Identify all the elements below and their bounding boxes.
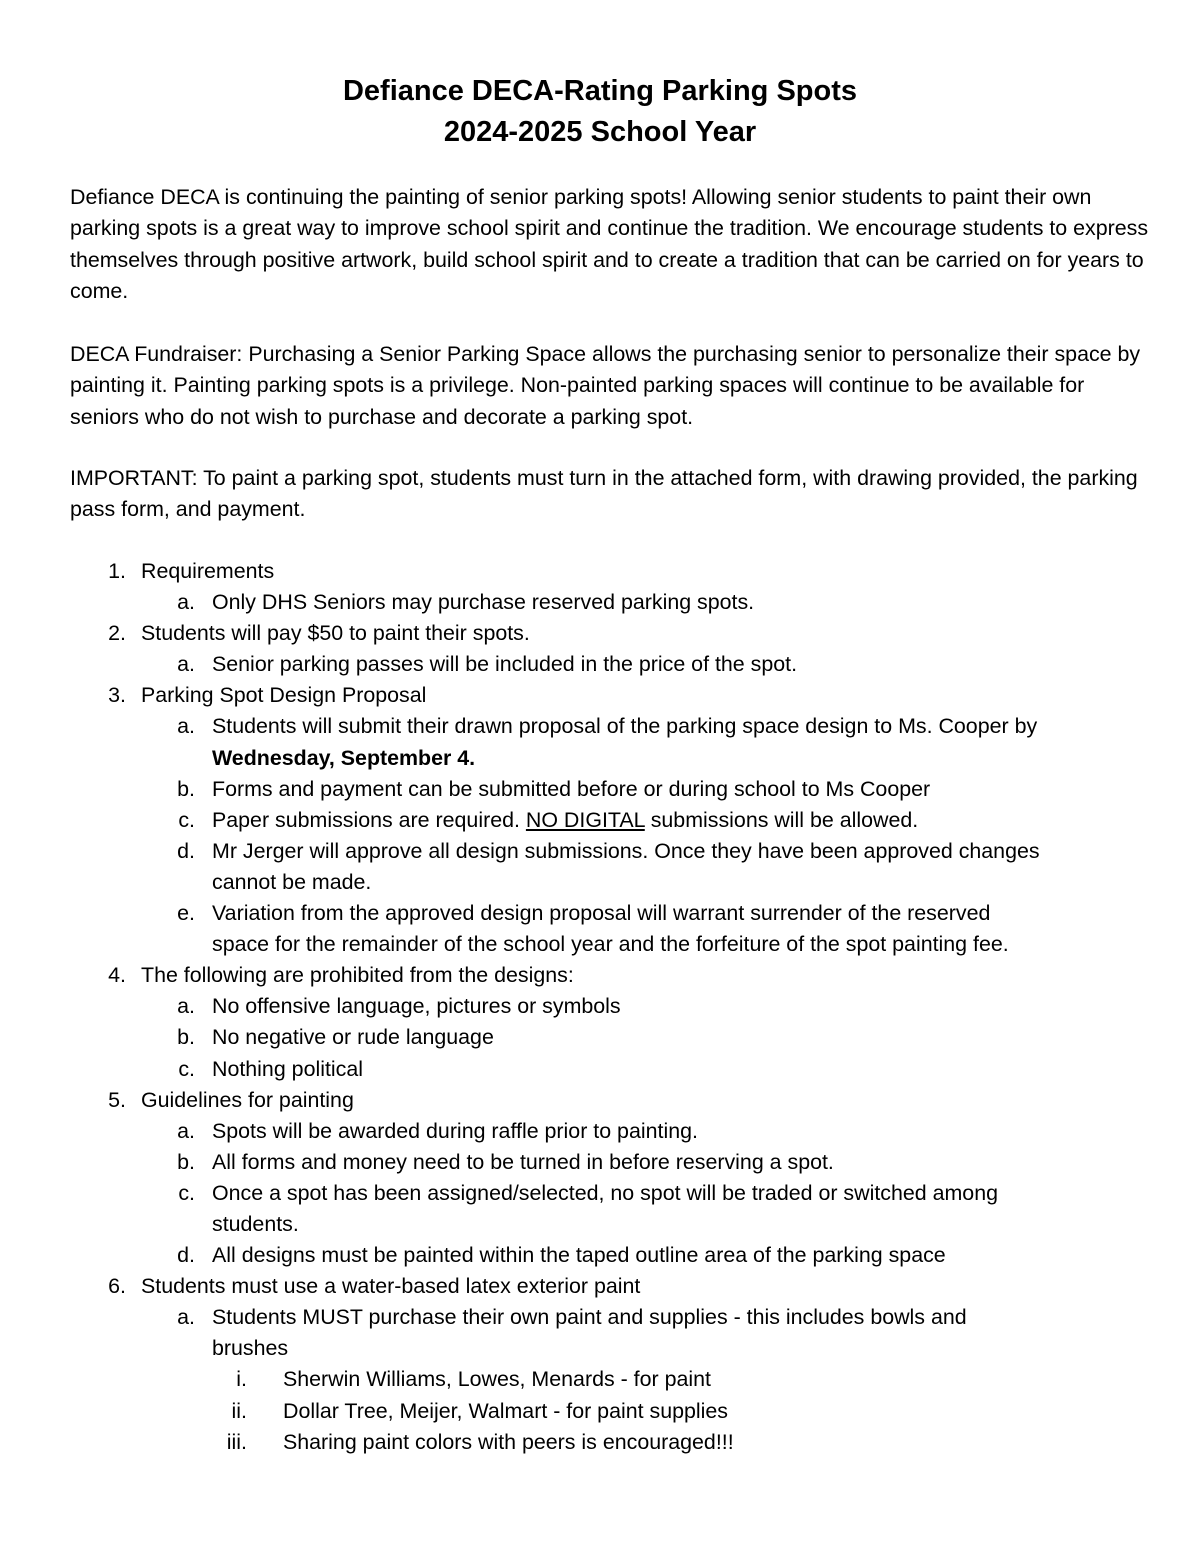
- sub-list-letter: a.: [177, 1118, 195, 1143]
- list-text: Requirements: [141, 559, 275, 583]
- sub-list-item: [0, 1116, 1200, 1147]
- sub-list-continuation: [0, 867, 1200, 898]
- sub-list-item: [0, 1022, 1200, 1053]
- sub-list-text: [212, 805, 918, 836]
- list-number: 3.: [108, 683, 126, 708]
- intro-paragraph: Defiance DECA is continuing the painting of senior parking spots! Allowing senior students to paint their own parking spots is a great way to improve school spirit and continue the tradition. We encourage students to express themselves through positive artwork, build school spirit and to create a tradition that can be carried on for years to come.: [70, 185, 1149, 304]
- fundraiser-paragraph: DECA Fundraiser: Purchasing a Senior Parking Space allows the purchasing senior to personalize their space by painting it. Painting parking spots is a privilege. Non-painted parking spaces will continue to be available for seniors who do not wish to purchase and decorate a parking spot.: [70, 342, 1141, 429]
- list-item: [0, 1271, 1200, 1302]
- sub-list-text: No offensive language, pictures or symbols: [212, 994, 621, 1019]
- roman-numeral: ii.: [231, 1398, 247, 1423]
- sub-list-item: [0, 898, 1200, 929]
- sub-list-letter: d.: [177, 838, 195, 863]
- sub-list-text: Senior parking passes will be included in the price of the spot.: [212, 652, 798, 677]
- sub-list-item: [0, 1054, 1200, 1085]
- sub-list-text: Variation from the approved design proposal will warrant surrender of the reserved: [212, 901, 991, 926]
- sub-list-item: [0, 1178, 1200, 1209]
- sub-list-text: Forms and payment can be submitted before or during school to Ms Cooper: [212, 776, 931, 801]
- sub-list-letter: a.: [177, 1305, 195, 1330]
- list-text: Students will pay $50 to paint their spots.: [141, 621, 530, 646]
- sub-list-letter: a.: [177, 590, 195, 615]
- sub-list-item: [0, 774, 1200, 805]
- sub-list-text: Only DHS Seniors may purchase reserved parking spots.: [212, 590, 755, 615]
- sub-list-continuation: [0, 929, 1200, 960]
- sub-list-letter: d.: [177, 1243, 195, 1268]
- sub-sub-list-text: Sharing paint colors with peers is encouraged!!!: [283, 1429, 734, 1454]
- sub-list-item: [0, 836, 1200, 867]
- roman-numeral: i.: [236, 1367, 247, 1392]
- sub-sub-list-text: Sherwin Williams, Lowes, Menards - for paint: [283, 1367, 711, 1392]
- sub-list-item: [0, 711, 1200, 742]
- list-number: 4.: [108, 963, 126, 988]
- requirements-list: [0, 556, 1200, 1458]
- sub-list-continuation: [0, 1333, 1200, 1364]
- sub-sub-list-item: [0, 1427, 1200, 1458]
- list-number: 5.: [108, 1087, 126, 1112]
- sub-list-letter: e.: [177, 901, 195, 926]
- list-number: 1.: [108, 559, 126, 583]
- sub-list-text: Students MUST purchase their own paint and supplies - this includes bowls and: [212, 1305, 967, 1330]
- sub-list-item: [0, 805, 1200, 836]
- no-digital-underlined: NO DIGITAL: [525, 807, 645, 832]
- sub-list-text: All designs must be painted within the taped outline area of the parking space: [212, 1243, 946, 1268]
- sub-list-item: [0, 1240, 1200, 1271]
- sub-list-letter: c.: [178, 807, 195, 832]
- sub-list-item: [0, 991, 1200, 1022]
- sub-sub-list-item: [0, 1396, 1200, 1427]
- sub-sub-list-item: [0, 1364, 1200, 1395]
- list-text: Guidelines for painting: [141, 1087, 354, 1112]
- sub-list-letter: c.: [178, 1180, 195, 1205]
- sub-list-letter: a.: [177, 652, 195, 677]
- sub-list-text: cannot be made.: [212, 869, 372, 894]
- sub-list-item: [0, 587, 1200, 618]
- sub-list-item: [0, 1147, 1200, 1178]
- list-text: Students must use a water-based latex exterior paint: [141, 1274, 641, 1299]
- sub-list-letter: a.: [177, 714, 195, 739]
- roman-numeral: iii.: [226, 1429, 247, 1454]
- sub-list-item: [0, 1302, 1200, 1333]
- sub-list-text: Nothing political: [212, 1056, 364, 1081]
- sub-sub-list-text: Dollar Tree, Meijer, Walmart - for paint supplies: [283, 1398, 728, 1423]
- sub-list-letter: b.: [177, 1025, 195, 1050]
- list-item: [0, 960, 1200, 991]
- list-item: [0, 556, 1200, 587]
- sub-list-item: [0, 649, 1200, 680]
- sub-list-text: All forms and money need to be turned in before reserving a spot.: [212, 1149, 834, 1174]
- sub-list-letter: b.: [177, 1149, 195, 1174]
- document-subtitle: 2024-2025 School Year: [443, 116, 757, 148]
- sub-list-text: students.: [212, 1211, 299, 1236]
- deadline-date: Wednesday, September 4.: [212, 745, 476, 770]
- sub-list-letter: b.: [177, 776, 195, 801]
- sub-list-text: Students will submit their drawn proposal of the parking space design to Ms. Cooper by: [212, 714, 1038, 739]
- list-item: [0, 680, 1200, 711]
- sub-list-text: space for the remainder of the school year and the forfeiture of the spot painting fee.: [212, 932, 1009, 957]
- sub-list-text: Spots will be awarded during raffle prior to painting.: [212, 1118, 698, 1143]
- sub-list-continuation: [0, 1209, 1200, 1240]
- sub-list-text: brushes: [212, 1336, 289, 1361]
- sub-list-text: Mr Jerger will approve all design submissions. Once they have been approved changes: [212, 838, 1040, 863]
- sub-list-continuation: [0, 743, 1200, 774]
- list-text: Parking Spot Design Proposal: [141, 683, 427, 708]
- list-text: The following are prohibited from the designs:: [141, 963, 574, 988]
- sub-list-letter: a.: [177, 994, 195, 1019]
- submissions-allowed-text: submissions will be allowed.: [650, 807, 919, 832]
- document-title: Defiance DECA-Rating Parking Spots: [342, 75, 858, 107]
- sub-list-text: No negative or rude language: [212, 1025, 494, 1050]
- important-paragraph: IMPORTANT: To paint a parking spot, students must turn in the attached form, with drawing provided, the parking pass form, and payment.: [70, 466, 1138, 522]
- list-item: [0, 618, 1200, 649]
- list-item: [0, 1085, 1200, 1116]
- sub-list-text: Once a spot has been assigned/selected, no spot will be traded or switched among: [212, 1180, 998, 1205]
- list-number: 2.: [108, 621, 126, 646]
- paper-required-text: Paper submissions are required.: [212, 807, 520, 832]
- sub-list-letter: c.: [178, 1056, 195, 1081]
- list-number: 6.: [108, 1274, 126, 1299]
